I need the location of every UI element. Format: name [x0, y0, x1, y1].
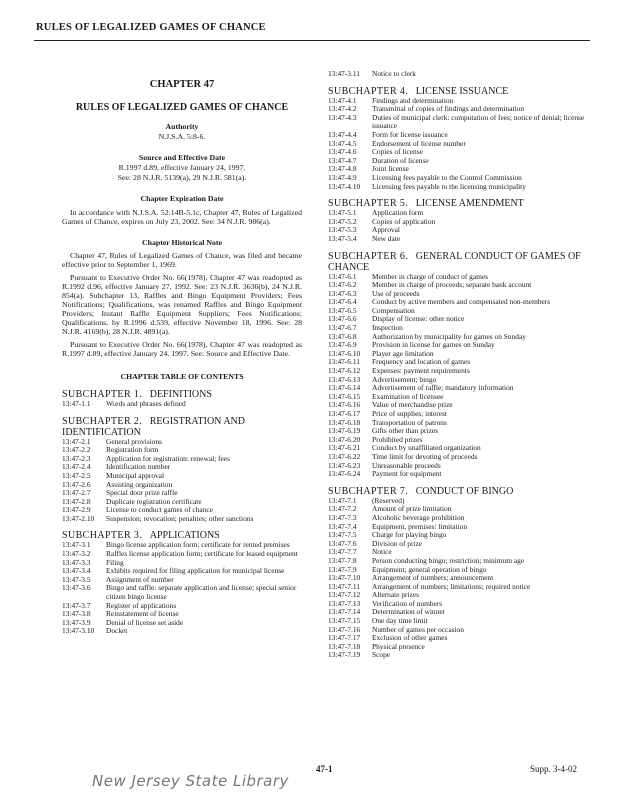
entry-number: 13:47-4.2 [328, 104, 357, 114]
entry-title: Duration of license [372, 155, 429, 165]
page-number: 47-1 [316, 764, 333, 774]
subchapter-heading [328, 486, 592, 497]
entry-number: 13:47-6.21 [328, 443, 361, 453]
entry-number: 13:47-6.12 [328, 366, 361, 376]
chapter-title: RULES OF LEGALIZED GAMES OF CHANCE [75, 101, 289, 113]
entry-number: 13:47-5.4 [328, 233, 357, 243]
entry-title: Arrangement of numbers; limitations; required notice [372, 581, 531, 591]
entry-title: Suspension; revocation; penalties; other sanctions [106, 513, 254, 523]
entry-number: 13:47-2.8 [62, 496, 91, 506]
subchapter-title: LICENSE AMENDMENT [415, 198, 524, 210]
entry-number: 13:47-7.8 [328, 555, 357, 565]
supplement-date: Supp. 3-4-02 [530, 764, 577, 774]
entry-title: Raffles license application form; certificate for leased equipment [106, 549, 298, 559]
toc-entry [328, 531, 592, 540]
entry-number: 13:47-7.14 [328, 607, 361, 617]
entry-number: 13:47-5.2 [328, 216, 357, 226]
entry-number: 13:47-3.4 [62, 566, 91, 576]
toc-entry [328, 393, 592, 402]
entry-title: (Reserved) [372, 495, 405, 505]
subchapter-heading [328, 251, 592, 273]
entry-number: 13:47-4.8 [328, 164, 357, 174]
subchapter-label: SUBCHAPTER 3. [62, 530, 143, 542]
subchapter-heading [62, 416, 302, 438]
entry-number: 13:47-7.11 [328, 581, 360, 591]
entry-number: 13:47-3.3 [62, 557, 91, 567]
entry-title: Joint license [372, 164, 409, 174]
entry-number: 13:47-7.7 [328, 547, 357, 557]
entry-title: Words and phrases defined [106, 398, 186, 408]
entry-title: Number of games per occasion [372, 624, 464, 634]
entry-number: 13:47-2.10 [62, 513, 95, 523]
entry-number: 13:47-3.7 [62, 600, 91, 610]
entry-title: Assisting organization [106, 479, 173, 489]
entry-number: 13:47-2.3 [62, 453, 91, 463]
entry-number: 13:47-2.2 [62, 445, 91, 455]
entry-number: 13:47-3.11 [328, 69, 360, 78]
history-paragraph-2: Pursuant to Executive Order No. 66(1978), Chapter 47 was readopted as R.1992 d.96, effective January 27, 1992. See: 23 N.J.R. 3636(b), 24 N.J.R. 854(a). Subchapter 13, Raffles and Bingo Equipment Providers; Fees Notifications; Qualifications, was renamed Raffles and Bingo Equipment Providers; Instant Raffle Equipment Suppliers; Fees Notifications; Qualifications, by R.1996 d.539, effective November 18, 1996. See: 28 N.J.R. 4169(b), 28 N.J.R. 4891(a). [62, 273, 302, 337]
toc-entry [62, 438, 302, 447]
left-column [62, 74, 302, 636]
entry-number: 13:47-6.22 [328, 451, 361, 461]
history-paragraph-3: Pursuant to Executive Order No. 66(1978), Chapter 47 was readopted as R.1997 d.89, effective January 24, 1997. See: Source and Effective Date. [62, 340, 302, 359]
toc-entry [328, 634, 592, 643]
subchapter-title: REGISTRATION AND IDENTIFICATION [62, 415, 245, 438]
entry-title: Docket [106, 626, 128, 636]
entry-number: 13:47-6.10 [328, 348, 361, 358]
entry-number: 13:47-7.2 [328, 504, 357, 514]
subchapter-label: SUBCHAPTER 4. [328, 85, 409, 97]
entry-title: Examination of licensee [372, 391, 444, 401]
toc-entry [328, 523, 592, 532]
toc-entry [328, 218, 592, 227]
entry-number: 13:47-4.4 [328, 129, 357, 139]
entry-number: 13:47-6.5 [328, 305, 357, 315]
entry-number: 13:47-6.18 [328, 417, 361, 427]
toc-entry [328, 298, 592, 307]
toc-entry [328, 410, 592, 419]
entry-number: 13:47-7.9 [328, 564, 357, 574]
subchapter-title: APPLICATIONS [149, 530, 220, 542]
entry-number: 13:47-7.16 [328, 624, 361, 634]
entry-title: Duties of municipal clerk: computation of fees; notice of denial; license issuance [372, 112, 585, 131]
subchapter-title: DEFINITIONS [149, 388, 212, 400]
entry-number: 13:47-7.18 [328, 641, 361, 651]
entry-number: 13:47-6.4 [328, 297, 357, 307]
toc-entry [328, 367, 592, 376]
entry-number: 13:47-3.9 [62, 617, 91, 627]
toc-entry [328, 626, 592, 635]
entry-title: Determination of winner [372, 607, 446, 617]
toc-entry [62, 550, 302, 559]
library-seal: New Jersey State Library [92, 772, 289, 790]
entry-title: Inspection [372, 323, 403, 333]
toc-entry [62, 515, 302, 524]
toc-entry [328, 281, 592, 290]
toc-entry [62, 463, 302, 472]
subchapter-label: SUBCHAPTER 7. [328, 485, 409, 497]
entry-title: Conduct by active members and compensated non-members [372, 297, 551, 307]
entry-number: 13:47-4.3 [328, 112, 357, 122]
entry-title: Application for registration: renewal; fees [106, 453, 230, 463]
subchapter-label: SUBCHAPTER 1. [62, 388, 143, 400]
toc-entry [328, 401, 592, 410]
entry-number: 13:47-6.23 [328, 460, 361, 470]
entry-number: 13:47-7.17 [328, 633, 361, 643]
entry-title: Person conducting bingo; restriction; minimum age [372, 555, 525, 565]
entry-title: Filing [106, 557, 124, 567]
expiration-heading: Chapter Expiration Date [140, 194, 224, 204]
chapter-label: CHAPTER 47 [149, 79, 215, 90]
subchapter-label: SUBCHAPTER 6. [328, 250, 409, 262]
entry-title: Charge for playing bingo [372, 530, 447, 540]
toc-entry [62, 627, 302, 636]
entry-number: 13:47-7.15 [328, 616, 361, 626]
entry-title: Prohibited prizes [372, 434, 423, 444]
left-toc [62, 389, 302, 636]
entry-title: Special door prize raffle [106, 488, 178, 498]
entry-number: 13:47-3.1 [62, 540, 91, 550]
toc-entry [328, 114, 592, 131]
entry-title: Transportation of patrons [372, 417, 447, 427]
toc-entry [328, 497, 592, 506]
toc-entry [328, 157, 592, 166]
entry-number: 13:47-6.1 [328, 271, 357, 281]
entry-number: 13:47-6.20 [328, 434, 361, 444]
entry-title: Price of supplies; interest [372, 409, 447, 418]
toc-entry [328, 470, 592, 479]
entry-number: 13:47-4.5 [328, 138, 357, 148]
toc-entry [328, 209, 592, 218]
entry-title: Equipment; general operation of bingo [372, 564, 487, 574]
source-heading: Source and Effective Date [138, 153, 226, 163]
entry-title: Member in charge of conduct of games [372, 271, 489, 281]
entry-title: Endorsement of license number [372, 138, 466, 148]
toc-entry [62, 481, 302, 490]
entry-title: Copies of license [372, 147, 423, 157]
entry-number: 13:47-6.15 [328, 391, 361, 401]
toc-entry [328, 591, 592, 600]
entry-title: Member in charge of proceeds; separate bank account [372, 280, 532, 290]
entry-title: Scope [372, 650, 391, 660]
entry-number: 13:47-4.9 [328, 172, 357, 182]
entry-title: Division of prize [372, 538, 423, 548]
history-heading: Chapter Historical Note [142, 237, 222, 247]
entry-number: 13:47-2.7 [62, 488, 91, 498]
entry-number: 13:47-7.4 [328, 521, 357, 531]
subchapter-heading [328, 198, 592, 209]
toc-entry [328, 384, 592, 393]
entry-title: Payment for equipment [372, 469, 442, 479]
entry-number: 13:47-6.14 [328, 383, 361, 393]
authority-text: N.J.S.A. 5:8-6. [158, 131, 206, 141]
toc-entry [328, 140, 592, 149]
toc-entry [62, 472, 302, 481]
subchapter-label: SUBCHAPTER 5. [328, 198, 409, 210]
entry-title: Physical presence [372, 641, 425, 651]
toc-entry [62, 602, 302, 611]
toc-entry [328, 608, 592, 617]
entry-title: Gifts other than prizes [372, 426, 438, 436]
entry-title: Duplicate registration certificate [106, 496, 202, 506]
entry-title: Expenses: payment requirements [372, 366, 470, 376]
entry-title: Arrangement of numbers; announcement [372, 573, 494, 583]
entry-title: Municipal approval [106, 470, 165, 480]
entry-number: 13:47-4.10 [328, 181, 361, 191]
entry-number: 13:47-7.3 [328, 512, 357, 522]
entry-number: 13:47-3.10 [62, 626, 95, 636]
entry-number: 13:47-6.2 [328, 280, 357, 290]
entry-number: 13:47-7.1 [328, 495, 357, 505]
toc-entry [328, 583, 592, 592]
toc-entry [328, 148, 592, 157]
entry-title: Provision in license for games on Sunday [372, 340, 495, 350]
authority-heading: Authority [165, 122, 199, 132]
entry-number: 13:47-1.1 [62, 398, 91, 408]
entry-title: Licensing fees payable to the licensing municipality [372, 181, 526, 191]
entry-number: 13:47-3.6 [62, 583, 91, 593]
entry-title: Assignment of number [106, 574, 174, 584]
right-column [328, 70, 592, 660]
entry-title: Use of proceeds [372, 288, 420, 298]
entry-title: Copies of application [372, 216, 436, 226]
entry-number: 13:47-7.10 [328, 573, 361, 583]
entry-title: Conduct by unaffiliated organization [372, 443, 481, 453]
entry-title: Frequency and location of games [372, 357, 471, 367]
entry-title: Approval [372, 225, 400, 235]
entry-title: Findings and determination [372, 95, 454, 105]
entry-title: Licensing fees payable to the Control Commission [372, 172, 522, 182]
entry-title: Equipment, premises: limitation [372, 521, 468, 531]
entry-number: 13:47-6.17 [328, 409, 361, 418]
toc-entry [328, 341, 592, 350]
entry-number: 13:47-7.5 [328, 530, 357, 540]
toc-entry [328, 427, 592, 436]
toc-entry [328, 315, 592, 324]
source-line-1: R.1997 d.89, effective January 24, 1997. [118, 162, 246, 172]
entry-number: 13:47-6.19 [328, 426, 361, 436]
toc-entry [62, 619, 302, 628]
entry-title: Verification of numbers [372, 598, 443, 608]
entry-title: Transmittal of copies of findings and determination [372, 104, 525, 114]
toc-heading: CHAPTER TABLE OF CONTENTS [120, 372, 244, 382]
entry-title: Notice [372, 547, 392, 557]
entry-title: Denial of license set aside [106, 617, 184, 627]
entry-number: 13:47-6.13 [328, 374, 361, 384]
entry-number: 13:47-6.3 [328, 288, 357, 298]
entry-number: 13:47-2.1 [62, 436, 91, 446]
right-toc [328, 86, 592, 660]
entry-title: Unreasonable proceeds [372, 460, 441, 470]
entry-number: 13:47-3.8 [62, 609, 91, 619]
subchapter-title: CONDUCT OF BINGO [415, 485, 514, 497]
entry-title: General provisions [106, 436, 163, 446]
entry-title: Register of applications [106, 600, 177, 610]
subchapter-heading [328, 86, 592, 97]
running-header: RULES OF LEGALIZED GAMES OF CHANCE [36, 22, 266, 33]
entry-title: New date [372, 233, 401, 243]
entry-number: 13:47-6.6 [328, 314, 357, 324]
toc-entry [62, 584, 302, 601]
entry-number: 13:47-6.9 [328, 340, 357, 350]
entry-title: Alternate prizes [372, 590, 419, 600]
entry-title: Registration form [106, 445, 159, 455]
entry-title: Form for license issuance [372, 129, 448, 139]
entry-number: 13:47-6.16 [328, 400, 361, 410]
entry-number: 13:47-6.11 [328, 357, 360, 367]
entry-number: 13:47-6.7 [328, 323, 357, 333]
entry-number: 13:47-5.3 [328, 225, 357, 235]
entry-title: Time limit for devoting of proceeds [372, 451, 478, 461]
entry-number: 13:47-4.1 [328, 95, 357, 105]
entry-number: 13:47-4.7 [328, 155, 357, 165]
expiration-text: In accordance with N.J.S.A. 52:14B-5.1c, Chapter 47, Rules of Legalized Games of Chance, expires on July 23, 2002. See: 34 N.J.R. 986(a). [62, 207, 302, 226]
toc-entry [328, 70, 592, 79]
toc-entry [328, 651, 592, 660]
entry-title: License to conduct games of chance [106, 505, 213, 515]
toc-entry [328, 643, 592, 652]
entry-title: Authorization by municipality for games on Sunday [372, 331, 526, 341]
entry-number: 13:47-2.5 [62, 470, 91, 480]
entry-number: 13:47-7.13 [328, 598, 361, 608]
entry-number: 13:47-3.2 [62, 549, 91, 559]
entry-number: 13:47-7.12 [328, 590, 361, 600]
entry-title: Bingo license application form; certificate for rented premises [106, 540, 290, 550]
toc-entry [62, 400, 302, 409]
entry-title: Bingo and raffle: separate application and license; special senior citizen bingo license [106, 583, 297, 602]
entry-title: Compensation [372, 305, 415, 315]
entry-title: Player age limitation [372, 348, 434, 358]
entry-number: 13:47-6.8 [328, 331, 357, 341]
entry-number: 13:47-7.19 [328, 650, 361, 660]
entry-number: 13:47-2.9 [62, 505, 91, 515]
entry-number: 13:47-2.6 [62, 479, 91, 489]
entry-title: Notice to clerk [372, 69, 416, 78]
subchapter-title: GENERAL CONDUCT OF GAMES OF CHANCE [328, 250, 581, 273]
entry-title: Advertisement of raffle; mandatory information [372, 383, 514, 393]
toc-entry [328, 462, 592, 471]
source-line-2: See: 28 N.J.R. 5139(a), 29 N.J.R. 581(a). [117, 172, 247, 182]
toc-entry [328, 419, 592, 428]
toc-entry [328, 226, 592, 235]
entry-number: 13:47-2.4 [62, 462, 91, 472]
entry-number: 13:47-6.24 [328, 469, 361, 479]
toc-entry [328, 453, 592, 462]
toc-entry [62, 567, 302, 576]
toc-entry [328, 235, 592, 244]
subchapter-title: LICENSE ISSUANCE [415, 85, 509, 97]
entry-title: Value of merchandise prize [372, 400, 453, 410]
toc-entry [328, 183, 592, 192]
entry-number: 13:47-3.5 [62, 574, 91, 584]
entry-number: 13:47-7.6 [328, 538, 357, 548]
entry-title: Identification number [106, 462, 171, 472]
entry-title: Display of license: other notice [372, 314, 465, 324]
entry-title: One day time limit [372, 616, 428, 626]
toc-entry [328, 540, 592, 549]
header-rule [34, 40, 590, 41]
subchapter-label: SUBCHAPTER 2. [62, 415, 143, 427]
entry-title: Exhibits required for filing application for municipal license [106, 566, 285, 576]
toc-entry [328, 600, 592, 609]
entry-title: Alcoholic beverage prohibition [372, 512, 465, 522]
entry-title: Exclusion of other games [372, 633, 448, 643]
toc-entry [62, 455, 302, 464]
entry-title: Advertisement; bingo [372, 374, 437, 384]
entry-number: 13:47-4.6 [328, 147, 357, 157]
entry-title: Application form [372, 208, 424, 218]
entry-number: 13:47-5.1 [328, 208, 357, 218]
entry-title: Reinstatement of license [106, 609, 179, 619]
history-paragraph-1: Chapter 47, Rules of Legalized Games of Chance, was filed and became effective prior to September 1, 1969. [62, 251, 302, 270]
entry-title: Amount of prize limitation [372, 504, 452, 514]
